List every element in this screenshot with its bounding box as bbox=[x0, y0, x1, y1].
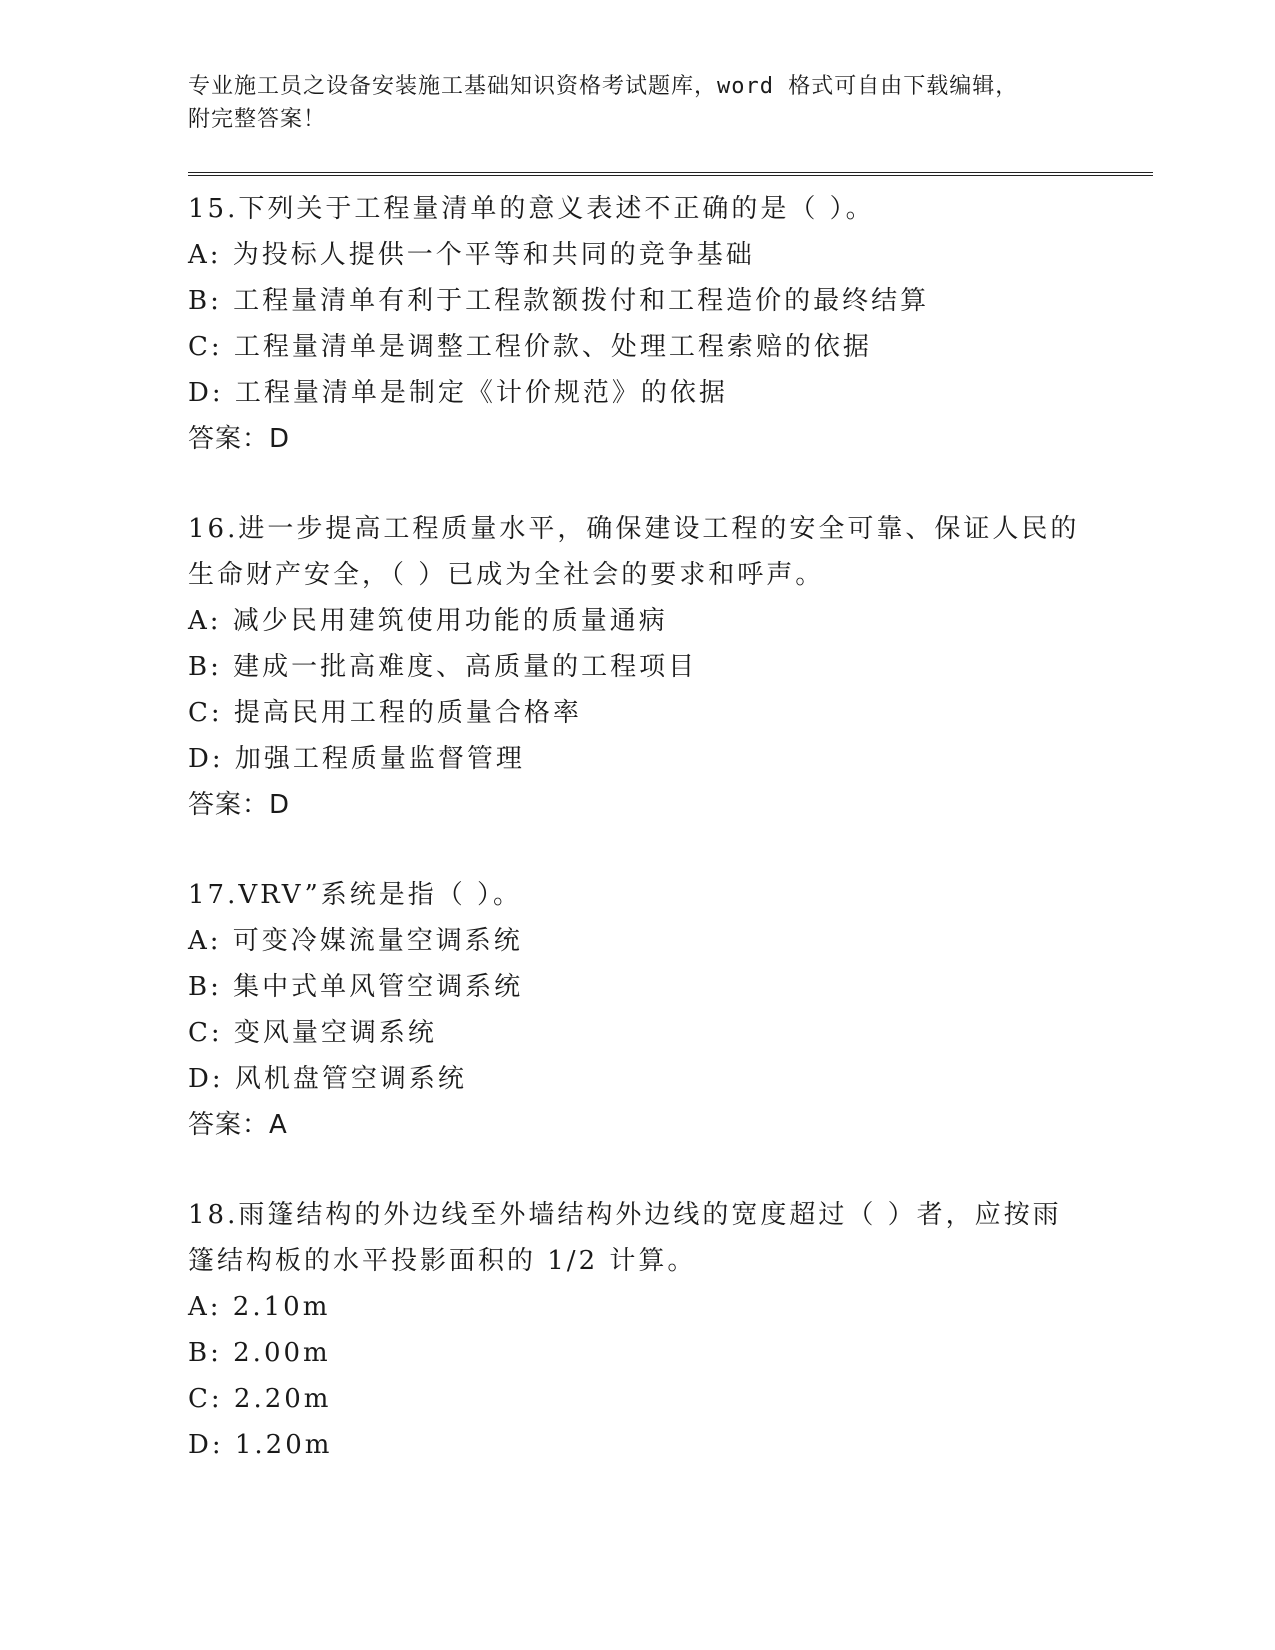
option-d: D: 加强工程质量监督管理 bbox=[188, 744, 525, 774]
question-list bbox=[188, 186, 1153, 1468]
option-b: B: 2.00m bbox=[188, 1338, 331, 1368]
answer-line: 答案：D bbox=[188, 424, 291, 454]
option-c: C: 2.20m bbox=[188, 1384, 332, 1414]
question-18 bbox=[188, 1192, 1153, 1468]
option-a: A: 减少民用建筑使用功能的质量通病 bbox=[188, 606, 668, 636]
question-stem: 15.下列关于工程量清单的意义表述不正确的是（ ）。 bbox=[188, 194, 875, 224]
option-b: B: 集中式单风管空调系统 bbox=[188, 972, 524, 1002]
option-a: A: 为投标人提供一个平等和共同的竞争基础 bbox=[188, 240, 755, 270]
answer-line: 答案：D bbox=[188, 790, 291, 820]
option-c: C: 工程量清单是调整工程价款、处理工程索赔的依据 bbox=[188, 332, 872, 362]
question-stem: 18.雨篷结构的外边线至外墙结构外边线的宽度超过（ ）者，应按雨篷结构板的水平投影面积的 1/2 计算。 bbox=[188, 1200, 1062, 1276]
document-header-line2: 附完整答案！ bbox=[188, 107, 327, 132]
question-15 bbox=[188, 186, 1153, 462]
question-stem: 16.进一步提高工程质量水平，确保建设工程的安全可靠、保证人民的生命财产安全，（ ）已成为全社会的要求和呼声。 bbox=[188, 514, 1080, 590]
option-a: A: 2.10m bbox=[188, 1292, 331, 1322]
question-stem: 17.VRV”系统是指（ ）。 bbox=[188, 880, 523, 910]
option-b: B: 工程量清单有利于工程款额拨付和工程造价的最终结算 bbox=[188, 286, 930, 316]
header-divider bbox=[188, 172, 1153, 176]
option-d: D: 1.20m bbox=[188, 1430, 333, 1460]
document-header-line1: 专业施工员之设备安装施工基础知识资格考试题库，word 格式可自由下载编辑， bbox=[188, 74, 1019, 99]
option-a: A: 可变冷媒流量空调系统 bbox=[188, 926, 523, 956]
option-c: C: 提高民用工程的质量合格率 bbox=[188, 698, 582, 728]
document-page bbox=[188, 70, 1153, 1512]
question-16 bbox=[188, 506, 1153, 828]
option-c: C: 变风量空调系统 bbox=[188, 1018, 437, 1048]
answer-line: 答案：A bbox=[188, 1110, 288, 1140]
option-b: B: 建成一批高难度、高质量的工程项目 bbox=[188, 652, 698, 682]
option-d: D: 工程量清单是制定《计价规范》的依据 bbox=[188, 378, 728, 408]
question-17 bbox=[188, 872, 1153, 1148]
option-d: D: 风机盘管空调系统 bbox=[188, 1064, 467, 1094]
